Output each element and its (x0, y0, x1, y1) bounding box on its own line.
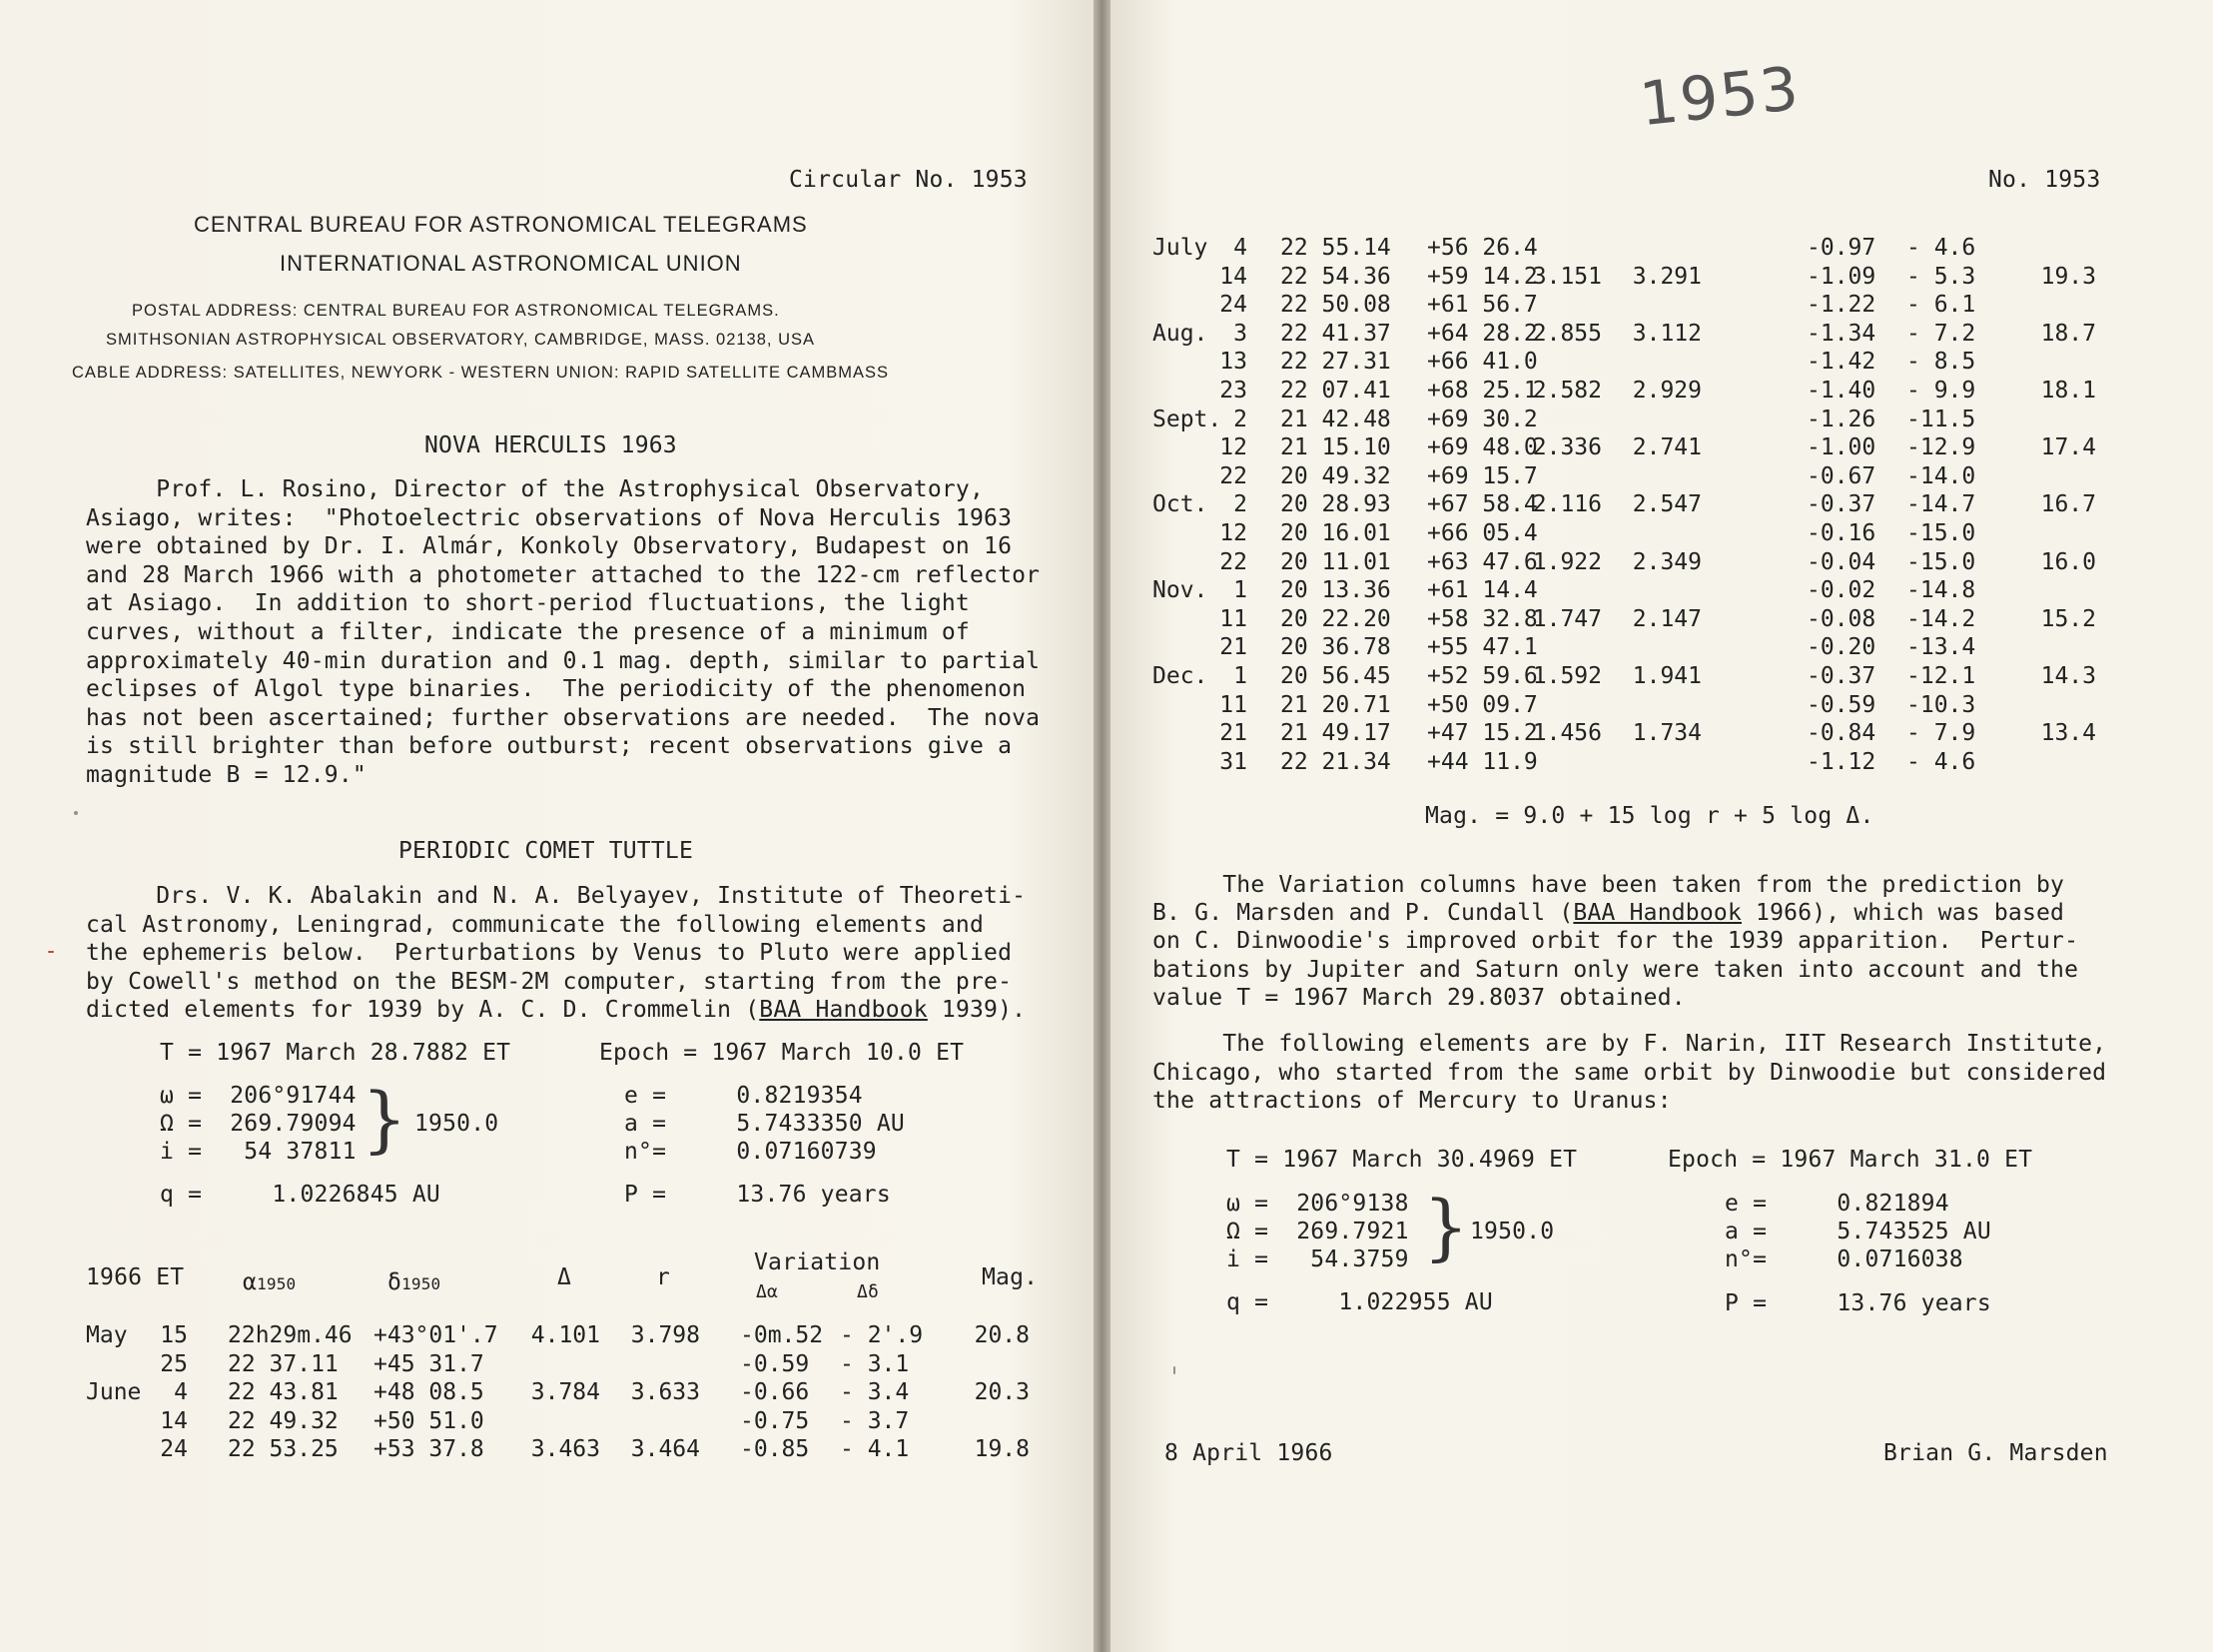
equinox: 1950.0 (414, 1111, 499, 1137)
ephem-cell-ra: 22 07.41 (1280, 378, 1391, 404)
variation-paragraph-line: on C. Dinwoodie's improved orbit for the 1939 apparition. Pertur- (1152, 928, 2079, 954)
comet-paragraph (86, 882, 1026, 996)
variation-paragraph-line-1: The Variation columns have been taken from the prediction by (1152, 872, 2065, 898)
ephem-cell-dd: - 3.1 (840, 1350, 910, 1377)
ephem-cell-mag: 18.1 (2040, 378, 2096, 404)
ephem-cell-da: -0.85 (740, 1436, 810, 1463)
ephem-cell-ra: 20 28.93 (1280, 491, 1391, 518)
perihelion-distance: q = 1.0226845 AU (160, 1182, 440, 1208)
nova-paragraph-line: and 28 March 1966 with a photometer attached to the 122-cm reflector (86, 561, 1041, 588)
ephemeris-table-right (1152, 234, 2191, 783)
ephem-cell-mag: 20.8 (974, 1322, 1030, 1348)
ephem-cell-ra: 20 22.20 (1280, 605, 1391, 632)
ephem-cell-day: 1 (1233, 577, 1247, 604)
period: P = 13.76 years (624, 1182, 891, 1208)
ephem-cell-dec: +68 25.1 (1427, 378, 1538, 404)
ephem-cell-ra: 22 53.25 (228, 1436, 339, 1463)
ephem-cell-da: -0.75 (740, 1407, 810, 1434)
ephem-cell-r: 2.547 (1632, 491, 1702, 518)
header-mag: Mag. (982, 1264, 1039, 1290)
ephem-cell-da: -0.66 (740, 1379, 810, 1406)
long-node: Ω = 269.79094 (160, 1111, 357, 1137)
ephem-cell-dec: +66 41.0 (1427, 349, 1538, 376)
ephem-cell-mag: 17.4 (2040, 434, 2096, 461)
inclination-narin: i = 54.3759 (1226, 1246, 1409, 1272)
magnitude-formula: Mag. = 9.0 + 15 log r + 5 log Δ. (1425, 803, 1874, 829)
variation-paragraph-line: bations by Jupiter and Saturn only were taken into account and the (1152, 956, 2079, 983)
ephem-cell-day: 23 (1219, 378, 1247, 404)
ephem-cell-day: 4 (1233, 235, 1247, 261)
brace-icon: } (362, 1077, 407, 1161)
ephem-cell-day: 2 (1233, 406, 1247, 432)
ephem-cell-dec: +53 37.8 (373, 1436, 484, 1463)
ephem-cell-da: -1.09 (1807, 263, 1876, 290)
ephem-cell-mag: 14.3 (2040, 663, 2096, 689)
header-geo-distance: Δ (557, 1264, 572, 1290)
paper-speck (48, 951, 54, 953)
narin-paragraph-line: Chicago, who started from the same orbit by Dinwoodie but considered (1152, 1059, 2107, 1086)
ephem-cell-da: -0.59 (740, 1350, 810, 1377)
ephem-cell-r: 3.798 (630, 1322, 700, 1348)
ephem-cell-da: -1.12 (1807, 748, 1876, 775)
ephem-cell-Delta: 1.922 (1532, 548, 1602, 575)
ephem-cell-Delta: 2.582 (1532, 378, 1602, 404)
ephem-cell-dd: - 7.9 (1906, 720, 1976, 747)
ephem-cell-da: -0.37 (1807, 491, 1876, 518)
ephem-cell-dd: -12.9 (1906, 434, 1976, 461)
narin-paragraph-line: the attractions of Mercury to Uranus: (1152, 1088, 1672, 1115)
header-variation: Variation (754, 1249, 881, 1275)
ephem-cell-mag: 15.2 (2040, 605, 2096, 632)
ephem-cell-ra: 22 27.31 (1280, 349, 1391, 376)
ephem-cell-dd: - 5.3 (1906, 263, 1976, 290)
ephem-cell-day: 14 (160, 1407, 188, 1434)
nova-paragraph (86, 475, 1040, 790)
page-number: No. 1953 (1988, 167, 2101, 193)
ephem-cell-Delta: 3.463 (530, 1436, 600, 1463)
ephem-cell-ra: 22 43.81 (228, 1379, 339, 1406)
ephem-cell-dec: +52 59.6 (1427, 663, 1538, 689)
issue-date: 8 April 1966 (1164, 1440, 1333, 1466)
ephem-cell-da: -0.37 (1807, 663, 1876, 689)
ephem-cell-da: -1.26 (1807, 406, 1876, 432)
ephem-cell-dec: +67 58.4 (1427, 491, 1538, 518)
ephem-cell-dd: -14.0 (1906, 462, 1976, 489)
ephem-cell-Delta: 1.747 (1532, 605, 1602, 632)
variation-paragraph-line: value T = 1967 March 29.8037 obtained. (1152, 985, 1686, 1012)
handwritten-number: 1953 (1636, 53, 1804, 141)
ephem-cell-da: -0.97 (1807, 235, 1876, 261)
ephem-cell-dd: -12.1 (1906, 663, 1976, 689)
ephem-cell-dec: +48 08.5 (373, 1379, 484, 1406)
ephem-cell-da: -0.08 (1807, 605, 1876, 632)
ephem-cell-day: 24 (160, 1436, 188, 1463)
header-helio-distance: r (656, 1264, 671, 1290)
ephem-cell-dd: - 4.1 (840, 1436, 910, 1463)
period-narin: P = 13.76 years (1725, 1290, 1991, 1316)
ephem-cell-da: -0.16 (1807, 520, 1876, 546)
narin-paragraph-line: The following elements are by F. Narin, IIT Research Institute, (1152, 1031, 2107, 1057)
right-page (1110, 0, 2213, 1652)
ephem-cell-ra: 20 16.01 (1280, 520, 1391, 546)
perihelion-time: T = 1967 March 28.7882 ET (160, 1040, 511, 1066)
ephem-cell-dd: -14.7 (1906, 491, 1976, 518)
arg-perihelion: ω = 206°91744 (160, 1083, 357, 1109)
comet-title: PERIODIC COMET TUTTLE (398, 838, 693, 864)
postal-address-1: POSTAL ADDRESS: CENTRAL BUREAU FOR ASTRONOMICAL TELEGRAMS. (132, 302, 780, 320)
ephem-cell-month: Sept. (1152, 406, 1222, 432)
ephem-cell-day: 21 (1219, 634, 1247, 661)
ephem-cell-dd: -15.0 (1906, 520, 1976, 546)
ephem-cell-day: 12 (1219, 434, 1247, 461)
ephem-cell-ra: 22 50.08 (1280, 292, 1391, 319)
ephem-cell-dec: +59 14.2 (1427, 263, 1538, 290)
org-union: INTERNATIONAL ASTRONOMICAL UNION (280, 251, 742, 276)
ephem-cell-Delta: 1.592 (1532, 663, 1602, 689)
ephem-cell-dec: +55 47.1 (1427, 634, 1538, 661)
nova-paragraph-line: curves, without a filter, indicate the presence of a minimum of (86, 618, 970, 645)
ephem-cell-dd: - 3.7 (840, 1407, 910, 1434)
ephem-cell-dec: +61 56.7 (1427, 292, 1538, 319)
epoch: Epoch = 1967 March 10.0 ET (599, 1040, 965, 1066)
comet-paragraph-line: the ephemeris below. Perturbations by Venus to Pluto were applied (86, 940, 1013, 967)
nova-paragraph-line: at Asiago. In addition to short-period fluctuations, the light (86, 590, 970, 617)
ephem-cell-r: 2.929 (1632, 378, 1702, 404)
ephem-cell-ra: 22 21.34 (1280, 748, 1391, 775)
ephem-cell-mag: 19.8 (974, 1436, 1030, 1463)
equinox-narin: 1950.0 (1470, 1219, 1555, 1244)
nova-paragraph-line: magnitude B = 12.9." (86, 761, 367, 788)
ephem-cell-ra: 20 56.45 (1280, 663, 1391, 689)
ephem-cell-Delta: 3.784 (530, 1379, 600, 1406)
ephem-cell-day: 3 (1233, 320, 1247, 347)
ephemeris-table-left (86, 1321, 1085, 1481)
ephem-cell-day: 14 (1219, 263, 1247, 290)
inclination: i = 54 37811 (160, 1139, 357, 1165)
long-node-narin: Ω = 269.7921 (1226, 1219, 1409, 1244)
ephem-cell-dd: -11.5 (1906, 406, 1976, 432)
ephem-cell-dec: +50 09.7 (1427, 691, 1538, 718)
ephem-cell-dec: +69 30.2 (1427, 406, 1538, 432)
ephem-cell-dd: - 4.6 (1906, 235, 1976, 261)
ephem-cell-ra: 22h29m.46 (228, 1322, 353, 1348)
ephem-cell-dd: - 2'.9 (840, 1322, 924, 1348)
nova-title: NOVA HERCULIS 1963 (424, 432, 677, 458)
ephem-cell-dec: +47 15.2 (1427, 720, 1538, 747)
ephem-cell-mag: 20.3 (974, 1379, 1030, 1406)
ephem-cell-Delta: 2.336 (1532, 434, 1602, 461)
ephem-cell-r: 2.349 (1632, 548, 1702, 575)
ephem-cell-ra: 22 41.37 (1280, 320, 1391, 347)
ephem-cell-ra: 21 15.10 (1280, 434, 1391, 461)
ephem-cell-ra: 21 49.17 (1280, 720, 1391, 747)
header-dec: δ1950 (387, 1269, 441, 1295)
binding-gutter (1094, 0, 1110, 1652)
ephem-cell-month: Dec. (1152, 663, 1208, 689)
ephem-cell-dec: +64 28.2 (1427, 320, 1538, 347)
narin-paragraph (1152, 1030, 2106, 1116)
ephem-cell-day: 22 (1219, 548, 1247, 575)
ephem-cell-mag: 18.7 (2040, 320, 2096, 347)
ephem-cell-mag: 16.7 (2040, 491, 2096, 518)
semi-major-axis: a = 5.7433350 AU (624, 1111, 905, 1137)
ephem-cell-r: 2.147 (1632, 605, 1702, 632)
variation-paragraph-line-2: B. G. Marsden and P. Cundall (BAA Handbook 1966), which was based (1152, 900, 2065, 926)
cable-address: CABLE ADDRESS: SATELLITES, NEWYORK - WESTERN UNION: RAPID SATELLITE CAMBMASS (72, 364, 890, 382)
nova-paragraph-line: were obtained by Dr. I. Almár, Konkoly Observatory, Budapest on 16 (86, 533, 1013, 560)
ephem-cell-da: -0.59 (1807, 691, 1876, 718)
ephem-cell-day: 12 (1219, 520, 1247, 546)
ephem-cell-Delta: 2.855 (1532, 320, 1602, 347)
ephem-cell-dd: -14.8 (1906, 577, 1976, 604)
semi-major-axis-narin: a = 5.743525 AU (1725, 1219, 1991, 1244)
header-var-ra: Δα (756, 1281, 779, 1302)
mean-motion-narin: n°= 0.0716038 (1725, 1246, 1963, 1272)
signature: Brian G. Marsden (1883, 1440, 2108, 1466)
ephem-cell-ra: 20 13.36 (1280, 577, 1391, 604)
arg-perihelion-narin: ω = 206°9138 (1226, 1191, 1409, 1217)
circular-number: Circular No. 1953 (789, 167, 1028, 193)
ephem-cell-dec: +50 51.0 (373, 1407, 484, 1434)
ephem-cell-ra: 22 54.36 (1280, 263, 1391, 290)
ephem-cell-r: 3.464 (630, 1436, 700, 1463)
org-name: CENTRAL BUREAU FOR ASTRONOMICAL TELEGRAMS (194, 212, 808, 237)
nova-paragraph-line: is still brighter than before outburst; recent observations give a (86, 733, 1013, 760)
ephem-cell-mag: 19.3 (2040, 263, 2096, 290)
ephem-cell-dd: - 9.9 (1906, 378, 1976, 404)
nova-paragraph-line: Asiago, writes: "Photoelectric observations of Nova Herculis 1963 (86, 504, 1013, 531)
ephem-cell-dec: +69 15.7 (1427, 462, 1538, 489)
ephem-cell-mag: 16.0 (2040, 548, 2096, 575)
ephem-cell-month: Aug. (1152, 320, 1208, 347)
ephem-cell-day: 11 (1219, 605, 1247, 632)
ephem-cell-ra: 22 37.11 (228, 1350, 339, 1377)
nova-paragraph-line: approximately 40-min duration and 0.1 mag. depth, similar to partial (86, 647, 1041, 674)
comet-paragraph-line: by Cowell's method on the BESM-2M computer, starting from the pre- (86, 968, 1013, 995)
left-page (0, 0, 1094, 1652)
ephem-cell-day: 15 (160, 1322, 188, 1348)
eccentricity: e = 0.8219354 (624, 1083, 863, 1109)
ephem-cell-Delta: 2.116 (1532, 491, 1602, 518)
ephem-cell-dec: +58 32.8 (1427, 605, 1538, 632)
ephem-cell-ra: 21 20.71 (1280, 691, 1391, 718)
ephem-cell-dd: -15.0 (1906, 548, 1976, 575)
ephem-cell-month: Nov. (1152, 577, 1208, 604)
ephem-cell-da: -0m.52 (740, 1322, 824, 1348)
ephem-cell-dd: -14.2 (1906, 605, 1976, 632)
comet-paragraph-line: cal Astronomy, Leningrad, communicate the following elements and (86, 911, 985, 938)
ephem-cell-dec: +43°01'.7 (373, 1322, 498, 1348)
ephem-cell-dd: - 7.2 (1906, 320, 1976, 347)
ephem-cell-day: 11 (1219, 691, 1247, 718)
ephem-cell-da: -1.00 (1807, 434, 1876, 461)
ephem-cell-ra: 21 42.48 (1280, 406, 1391, 432)
ephem-cell-r: 3.291 (1632, 263, 1702, 290)
ephem-cell-dd: - 8.5 (1906, 349, 1976, 376)
ephem-cell-month: July (1152, 235, 1208, 261)
ephem-cell-dec: +56 26.4 (1427, 235, 1538, 261)
header-date: 1966 ET (86, 1264, 185, 1290)
perihelion-distance-narin: q = 1.022955 AU (1226, 1289, 1493, 1315)
ephem-cell-day: 2 (1233, 491, 1247, 518)
ephem-cell-ra: 20 49.32 (1280, 462, 1391, 489)
ephem-cell-da: -0.02 (1807, 577, 1876, 604)
header-ra: α1950 (243, 1269, 297, 1295)
ephem-cell-dd: - 6.1 (1906, 292, 1976, 319)
ephem-cell-dec: +63 47.6 (1427, 548, 1538, 575)
ephem-cell-da: -0.20 (1807, 634, 1876, 661)
ephem-cell-da: -1.42 (1807, 349, 1876, 376)
ephem-cell-dd: - 4.6 (1906, 748, 1976, 775)
perihelion-time-narin: T = 1967 March 30.4969 ET (1226, 1147, 1578, 1173)
ephem-cell-dd: - 3.4 (840, 1379, 910, 1406)
ephem-cell-Delta: 1.456 (1532, 720, 1602, 747)
variation-paragraph-rest (1152, 927, 2078, 1013)
ephem-cell-r: 3.633 (630, 1379, 700, 1406)
ephem-cell-dec: +44 11.9 (1427, 748, 1538, 775)
ephem-cell-ra: 22 49.32 (228, 1407, 339, 1434)
ephem-cell-day: 31 (1219, 748, 1247, 775)
comet-paragraph-last-line: dicted elements for 1939 by A. C. D. Crommelin (BAA Handbook 1939). (86, 997, 1027, 1023)
ephem-cell-day: 24 (1219, 292, 1247, 319)
ephem-cell-day: 1 (1233, 663, 1247, 689)
ephem-cell-Delta: 3.151 (1532, 263, 1602, 290)
ephem-cell-month: May (86, 1322, 128, 1348)
ephem-cell-ra: 22 55.14 (1280, 235, 1391, 261)
ephem-cell-dec: +45 31.7 (373, 1350, 484, 1377)
ephem-cell-dd: -13.4 (1906, 634, 1976, 661)
ephem-cell-ra: 20 36.78 (1280, 634, 1391, 661)
ephem-cell-ra: 20 11.01 (1280, 548, 1391, 575)
nova-paragraph-line: Prof. L. Rosino, Director of the Astrophysical Observatory, (86, 476, 985, 502)
ephem-cell-r: 2.741 (1632, 434, 1702, 461)
eccentricity-narin: e = 0.821894 (1725, 1191, 1949, 1217)
ephem-cell-dd: -10.3 (1906, 691, 1976, 718)
ephem-cell-day: 21 (1219, 720, 1247, 747)
ephem-cell-day: 13 (1219, 349, 1247, 376)
ephem-cell-month: Oct. (1152, 491, 1208, 518)
ephem-cell-da: -0.67 (1807, 462, 1876, 489)
ephem-cell-month: June (86, 1379, 142, 1406)
nova-paragraph-line: eclipses of Algol type binaries. The periodicity of the phenomenon (86, 676, 1027, 703)
ephem-cell-day: 4 (174, 1379, 188, 1406)
ephem-cell-mag: 13.4 (2040, 720, 2096, 747)
nova-paragraph-line: has not been ascertained; further observations are needed. The nova (86, 704, 1041, 731)
brace-icon: } (1423, 1185, 1469, 1268)
postal-address-2: SMITHSONIAN ASTROPHYSICAL OBSERVATORY, CAMBRIDGE, MASS. 02138, USA (106, 331, 815, 349)
ephem-cell-da: -0.84 (1807, 720, 1876, 747)
ephem-cell-r: 3.112 (1632, 320, 1702, 347)
mean-motion: n°= 0.07160739 (624, 1139, 877, 1165)
epoch-narin: Epoch = 1967 March 31.0 ET (1668, 1147, 2033, 1173)
ephem-cell-dec: +61 14.4 (1427, 577, 1538, 604)
ephem-cell-da: -1.40 (1807, 378, 1876, 404)
ephem-cell-r: 1.734 (1632, 720, 1702, 747)
comet-paragraph-line: Drs. V. K. Abalakin and N. A. Belyayev, Institute of Theoreti- (86, 883, 1027, 909)
ephem-cell-day: 22 (1219, 462, 1247, 489)
ephem-cell-da: -1.22 (1807, 292, 1876, 319)
ephem-cell-dec: +66 05.4 (1427, 520, 1538, 546)
ephem-cell-day: 25 (160, 1350, 188, 1377)
paper-speck (1173, 1366, 1175, 1374)
ephem-cell-r: 1.941 (1632, 663, 1702, 689)
header-var-dec: Δδ (857, 1281, 880, 1302)
ephem-cell-Delta: 4.101 (530, 1322, 600, 1348)
ephem-cell-da: -0.04 (1807, 548, 1876, 575)
ephem-cell-dec: +69 48.0 (1427, 434, 1538, 461)
ephem-cell-da: -1.34 (1807, 320, 1876, 347)
paper-speck (74, 811, 78, 815)
